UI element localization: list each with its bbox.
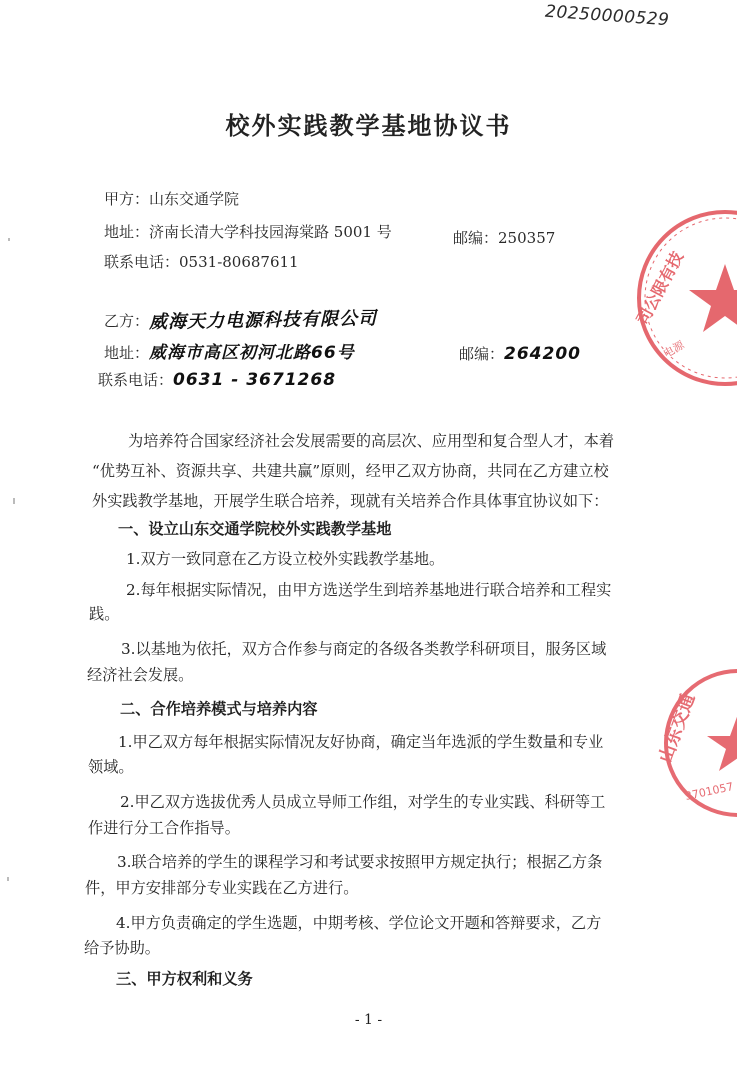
intro-line: “优势互补、资源共享、共建共赢”原则，经甲乙双方协商，共同在乙方建立校 xyxy=(92,462,609,480)
party-b-postcode: 264200 xyxy=(504,344,581,364)
intro-line: 外实践教学基地，开展学生联合培养，现就有关培养合作具体事宜协议如下： xyxy=(92,492,609,510)
section2-item2-line1: 2.甲乙双方选拔优秀人员成立导师工作组，对学生的专业实践、科研等工 xyxy=(120,793,606,811)
party-a-name: 山东交通学院 xyxy=(149,190,240,208)
party-a-address-line xyxy=(104,221,392,242)
party-b-postcode-line xyxy=(459,343,581,364)
section2-item2-line2: 作进行分工合作指导。 xyxy=(88,819,240,837)
section2-item4-line1: 4.甲方负责确定的学生选题，中期考核、学位论文开题和答辩要求，乙方 xyxy=(116,914,602,932)
document-title: 校外实践教学基地协议书 xyxy=(225,112,512,140)
scan-speck xyxy=(8,238,10,241)
document-number: 20250000529 xyxy=(544,1,671,31)
party-a-postcode-line xyxy=(453,227,555,248)
section-heading: 二、合作培养模式与培养内容 xyxy=(120,700,318,718)
section2-item4-line2: 给予协助。 xyxy=(84,939,160,957)
party-b-address-line xyxy=(104,338,355,363)
section1-item2-line2: 践。 xyxy=(89,605,120,623)
school-seal-stamp xyxy=(650,668,737,818)
party-b-name-line xyxy=(104,306,377,332)
party-a-address: 济南长清大学科技园海棠路 5001 号 xyxy=(149,223,392,241)
party-b-phone-line xyxy=(98,369,336,390)
party-b-address-label: 地址： xyxy=(104,344,150,362)
svg-text:司公限有技: 司公限有技 xyxy=(632,248,688,328)
party-a-postcode: 250357 xyxy=(498,229,556,247)
section-heading: 三、甲方权利和义务 xyxy=(116,970,253,988)
party-a-phone-line xyxy=(104,251,299,272)
party-b-name-label: 乙方： xyxy=(104,312,150,330)
svg-text:电源: 电源 xyxy=(661,338,687,361)
section1-item1: 1.双方一致同意在乙方设立校外实践教学基地。 xyxy=(126,550,445,568)
intro-line: 为培养符合国家经济社会发展需要的高层次、应用型和复合型人才，本着 xyxy=(128,432,614,450)
section1-item3-line2: 经济社会发展。 xyxy=(87,666,194,684)
section2-item3-line2: 件，甲方安排部分专业实践在乙方进行。 xyxy=(85,879,359,897)
section1-item2-line1: 2.每年根据实际情况，由甲方选送学生到培养基地进行联合培养和工程实 xyxy=(126,581,612,599)
section2-item3-line1: 3.联合培养的学生的课程学习和考试要求按照甲方规定执行；根据乙方条 xyxy=(117,853,603,871)
party-a-phone: 0531-80687611 xyxy=(179,253,299,271)
party-a-phone-label: 联系电话： xyxy=(104,253,180,271)
scan-speck xyxy=(13,498,15,504)
party-a-address-label: 地址： xyxy=(104,223,150,241)
section2-item1-line1: 1.甲乙双方每年根据实际情况友好协商，确定当年选派的学生数量和专业 xyxy=(118,733,604,751)
party-b-postcode-label: 邮编： xyxy=(459,345,505,363)
section-heading: 一、设立山东交通学院校外实践教学基地 xyxy=(118,520,392,538)
party-b-address: 威海市高区初河北路66号 xyxy=(149,343,355,363)
party-b-phone-label: 联系电话： xyxy=(98,371,174,389)
svg-text:3701057: 3701057 xyxy=(683,780,735,803)
party-b-phone: 0631 - 3671268 xyxy=(173,370,337,390)
party-a-name-label: 甲方： xyxy=(104,190,150,208)
party-a-postcode-label: 邮编： xyxy=(453,229,499,247)
party-a-name-line xyxy=(104,188,239,209)
scan-speck xyxy=(7,877,9,881)
party-b-name: 威海天力电源科技有限公司 xyxy=(148,308,378,333)
section1-item3-line1: 3.以基地为依托，双方合作参与商定的各级各类教学科研项目，服务区域 xyxy=(121,640,607,658)
section2-item1-line2: 领域。 xyxy=(88,758,134,776)
company-seal-stamp xyxy=(630,208,737,388)
page-number: - 1 - xyxy=(354,1012,383,1028)
svg-text:山东交通: 山东交通 xyxy=(654,690,700,766)
